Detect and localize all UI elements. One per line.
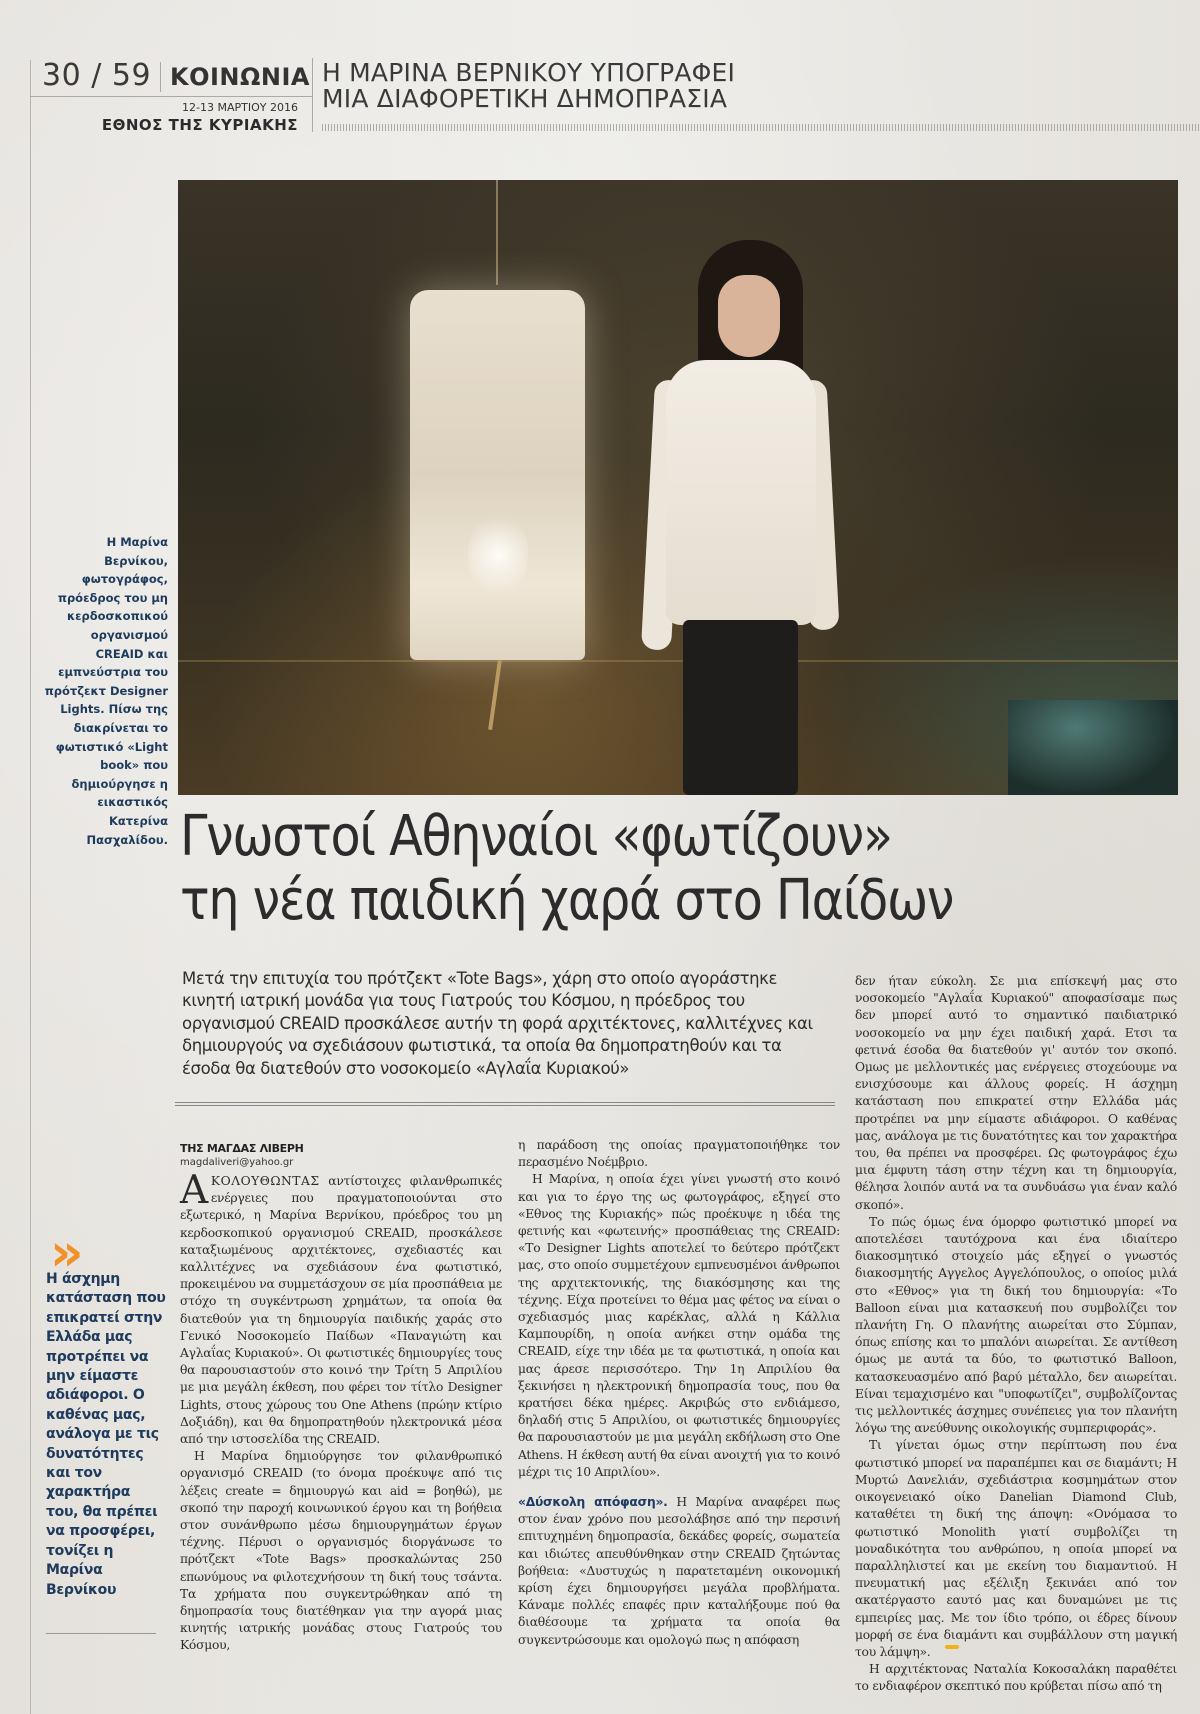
body-paragraph: Τι γίνεται όμως στην περίπτωση που ένα φωτιστικό μπορεί να παραπέμπει και σε διαμάντι; Η Μυρτώ Δανελιάν, σχεδιάστρια κοσμημάτων στον οικογενειακό οίκο Danelian Diamond Club, καταθέτει τη δική της άποψη: «Ονόμασα το φωτιστικό Monolith γιατί συμβολίζει τη μοναδικότητα του ανθρώπου, η οποία μπορεί να παραλληλιστεί και με εκείνη του διαμαντιού. Η πνευματική μας εξέλιξη ξεκινάει από τον ακατέργαστο εαυτό μας και δυναμώνει με τις εμπειρίες μας. Με τον ίδιο τρόπο, οι έδρες δίνουν μορφή σε ένα διαμάντι και συμβάλλουν στη μαγική του λάμψη». (855, 1438, 1177, 1659)
kicker-line-2: ΜΙΑ ΔΙΑΦΟΡΕΤΙΚΗ ΔΗΜΟΠΡΑΣΙΑ (322, 84, 728, 113)
lamp-glow (468, 510, 528, 600)
section-name: ΚΟΙΝΩΝΙΑ (170, 63, 311, 91)
lamp-cord (496, 180, 498, 285)
lamp-stand (488, 660, 502, 730)
header-divider (160, 62, 161, 92)
photo-caption: Η Μαρίνα Βερνίκου, φωτογράφος, πρόεδρος του μη κερδοσκοπικού οργανισμού CREAID και εμπνεύστρια του πρότζεκτ Designer Lights. Πίσω της διακρίνεται το φωτιστικό «Light book» που δημιούργησε η εικαστικός Κατερίνα Πασχαλίδου. (44, 535, 168, 847)
body-column-3 (855, 973, 1177, 1696)
headline (180, 805, 1060, 933)
author-email[interactable]: magdaliveri@yahoo.gr (180, 1157, 294, 1168)
body-paragraph: Η αρχιτέκτονας Ναταλία Κοκοσαλάκη παραθέτει το ενδιαφέρον σκεπτικό που κρύβεται πίσω από τη (855, 1662, 1177, 1694)
drop-cap: Α (180, 1168, 208, 1213)
light-book-lamp (410, 290, 585, 660)
kicker-line-1: Η ΜΑΡΙΝΑ ΒΕΡΝΙΚΟΥ ΥΠΟΓΡΑΦΕΙ (322, 58, 736, 87)
body-paragraph: Η Μαρίνα, η οποία έχει γίνει γνωστή στο κοινό και για το έργο της ως φωτογράφος, εξηγεί στο «Εθνος της Κυριακής» πώς προέκυψε η ιδέα της φετινής και «φωτεινής» προσπάθειας της CREAID: «Το Designer Lights αποτελεί το δεύτερο πρότζεκτ μας, στο οποίο συμμετέχουν εμπνευσμένοι άνθρωποι της αρχιτεκτονικής, της διακόσμησης και της τέχνης. Είχα προτείνει το θέμα μας φέτος να είναι ο σχεδιασμός μιας καρέκλας, αλλά η Κάλλια Καμπουρίδη, η οποία ανήκει στην ομάδα της CREAID, είχε την ιδέα με τα φωτιστικά, η οποία και μας άρεσε περισσότερο. Την 1η Απριλίου θα ξεκινήσει η ηλεκτρονική δημοπρασία τους, που θα κρατήσει δέκα ημέρες. Ακριβώς στο ενδιάμεσο, δηλαδή στις 5 Απριλίου, οι φωτιστικές δημιουργίες θα παρουσιαστούν με μια μεγάλη εκδήλωση στο One Athens. Η έκθεση αυτή θα είναι ανοιχτή για το κοινό μέχρι τις 10 Απριλίου». (518, 1172, 840, 1479)
newspaper-name: ΕΘΝΟΣ ΤΗΣ ΚΥΡΙΑΚΗΣ (101, 116, 298, 134)
page-margin-rule (30, 60, 31, 1714)
highlighter-mark (945, 1645, 959, 1649)
headline-line-2: τη νέα παιδική χαρά στο Παίδων (180, 868, 954, 933)
pool (1008, 700, 1178, 795)
body-paragraph: Η Μαρίνα δημιούργησε τον φιλανθρωπικό οργανισμό CREAID (το όνομα προέκυψε από τις λέξεις create = δημιουργώ και aid = βοηθώ), με σκοπό την παροχή κοινωνικού έργου και τη βοήθεια στον συνάνθρωπο μέσω δημιουργημάτων έργων τέχνης. Πέρυσι ο οργανισμός διοργάνωσε το πρότζεκτ «Tote Bags» προσκαλώντας 250 επωνύμους να φιλοτεχνήσουν τη δική τους τσάντα. Τα χρήματα που συγκεντρώθηκαν από τη δημοπρασία τους διατέθηκαν για την αγορά μιας κινητής ιατρικής μονάδας στους Γιατρούς του Κόσμου, (180, 1449, 502, 1653)
body-paragraph: Το πώς όμως ένα όμορφο φωτιστικό μπορεί να αποτελέσει ταυτόχρονα και ένα ιδιαίτερο διακοσμητικό στοιχείο μάς εξηγεί ο γνωστός διακοσμητής Αγγελος Αγγελόπουλος, ο οποίος μιλά στο «Εθνος» για τη δική του δημιουργία: «Το Balloon είναι μια κατασκευή που συμβολίζει τον πλανήτη Γη. Ο πλανήτης αιωρείται στο Σύμπαν, όπως επίσης και το μπαλόνι αιωρείται. Σε αντίθεση όμως με αυτά τα δύο, το φωτιστικό Balloon, κατασκευασμένο από βαρύ μέταλλο, δεν αιωρείται. Είναι τεμαχισμένο και "υποφωτίζει", συμβολίζοντας τις μελλοντικές άσχημες συνέπειες για τον πλανήτη λόγω της ανεύθυνης οικολογικής συμπεριφοράς». (855, 1214, 1177, 1436)
page-header (30, 58, 1200, 134)
quote-chevron-icon: » (50, 1223, 76, 1283)
lede: Μετά την επιτυχία του πρότζεκτ «Tote Bags», χάρη στο οποίο αγοράστηκε κινητή ιατρική μονάδα για τους Γιατρούς του Κόσμου, η πρόεδρος του οργανισμού CREAID προσκάλεσε αυτήν τη φορά αρχιτέκτονες, καλλιτέχνες και δημιουργούς να σχεδιάσουν φωτιστικά, τα οποία θα δημοπρατηθούν και τα έσοδα θα διατεθούν στο νοσοκομείο «Αγλαΐα Κυριακού» (182, 969, 813, 1078)
body-paragraph: η παράδοση της οποίας πραγματοποιήθηκε τον περασμένο Νοέμβριο. (518, 1138, 840, 1170)
person-face (718, 275, 780, 357)
body-paragraph: «Δύσκολη απόφαση». Η Μαρίνα αναφέρει πως στον έναν χρόνο που μεσολάβησε από την περσινή επιτυχημένη δημοπρασία, δεκάδες φορείς, σωματεία και ιδιώτες απευθύνθηκαν στην CREAID ζητώντας βοήθεια: «Δυστυχώς η παρατεταμένη οικονομική κρίση έχει δημιουργήσει μεγάλα προβλήματα. Κάναμε πολλές επαφές πριν καταλήξουμε πού θα διαθέσουμε τα χρήματα τα οποία θα συγκεντρώσουμε και ομολογώ πως η απόφαση (518, 1495, 840, 1647)
lede-rule (175, 1102, 835, 1106)
body-column-2 (518, 1137, 840, 1649)
hatch-rule (322, 124, 1200, 131)
header-rule (30, 96, 312, 97)
photo-wall-line (178, 660, 1178, 662)
kicker-title (322, 60, 735, 112)
person-pants (683, 620, 798, 795)
page-number: 30 / 59 (42, 58, 152, 93)
body-paragraph: δεν ήταν εύκολη. Σε μια επίσκεψή μας στο νοσοκομείο "Αγλαΐα Κυριακού" αποφασίσαμε πως δεν μπορεί αυτό το σημαντικό παιδιατρικό νοσοκομείο να μην έχει παιδική χαρά. Ετσι τα φετινά έσοδα θα διατεθούν γι' αυτόν τον σκοπό. Ομως με μελλοντικές μας ενέργειες στοχεύουμε να ενισχύσουμε και άλλους φορείς. Η άσχημη κατάσταση που επικρατεί στην Ελλάδα μάς προτρέπει να μην είμαστε αδιάφοροι. Ο καθένας μας, ανάλογα με τις δυνατότητες και τον χαρακτήρα του, θα πρέπει να προσφέρει. Ως φωτογράφος έχω μια έμφυτη τάση στην τέχνη και τη δημιουργία, θέλησα λοιπόν αυτά να τα συνδυάσω για έναν καλό σκοπό». (855, 974, 1177, 1212)
issue-date: 12-13 ΜΑΡΤΙΟΥ 2016 (182, 101, 298, 114)
person-shirt (666, 360, 816, 625)
header-divider (312, 58, 313, 132)
headline-line-1: Γνωστοί Αθηναίοι «φωτίζουν» (180, 804, 892, 869)
article-photo (178, 180, 1178, 795)
pull-quote: Η άσχημη κατάσταση που επικρατεί στην Ελλάδα μας προτρέπει να μην είμαστε αδιάφοροι. Ο καθένας μας, ανάλογα με τις δυνατότητες και τον χαρακτήρα του, θα πρέπει να προσφέρει, τονίζει η Μαρίνα Βερνίκου (46, 1271, 166, 1598)
subheading: «Δύσκολη απόφαση». (518, 1495, 668, 1510)
byline: ΤΗΣ ΜΑΓΔΑΣ ΛΙΒΕΡΗ (180, 1142, 304, 1155)
pull-quote-rule (46, 1633, 156, 1634)
body-paragraph: ΑΚΟΛΟΥΘΩΝΤΑΣ αντίστοιχες φιλανθρωπικές ενέργειες που πραγματοποιούνται στο εξωτερικό, η Μαρίνα Βερνίκου, πρόεδρος του μη κερδοσκοπικού οργανισμού CREAID, προσκάλεσε καταξιωμένους αρχιτέκτονες, σχεδιαστές και καλλιτέχνες να σχεδιάσουν ένα φωτιστικό, προκειμένου να συμμετάσχουν σε μία προσπάθεια με στόχο τη συγκέντρωση χρημάτων, τα οποία θα διατεθούν για τη δημιουργία παιδικής χαράς στο Γενικό Νοσοκομείο Παίδων «Παναγιώτη και Αγλαΐας Κυριακού». Οι φωτιστικές δημιουργίες τους θα παρουσιαστούν στο κοινό την Τρίτη 5 Απριλίου με μια μεγάλη έκθεση, που φέρει τον τίτλο Designer Lights, στους χώρους του One Athens (πρώην κτίριο Δοξιάδη), και θα δημοπρατηθούν ηλεκτρονικά μέσα από την ιστοσελίδα της CREAID. (180, 1168, 502, 1447)
body-column-1 (180, 1168, 502, 1655)
